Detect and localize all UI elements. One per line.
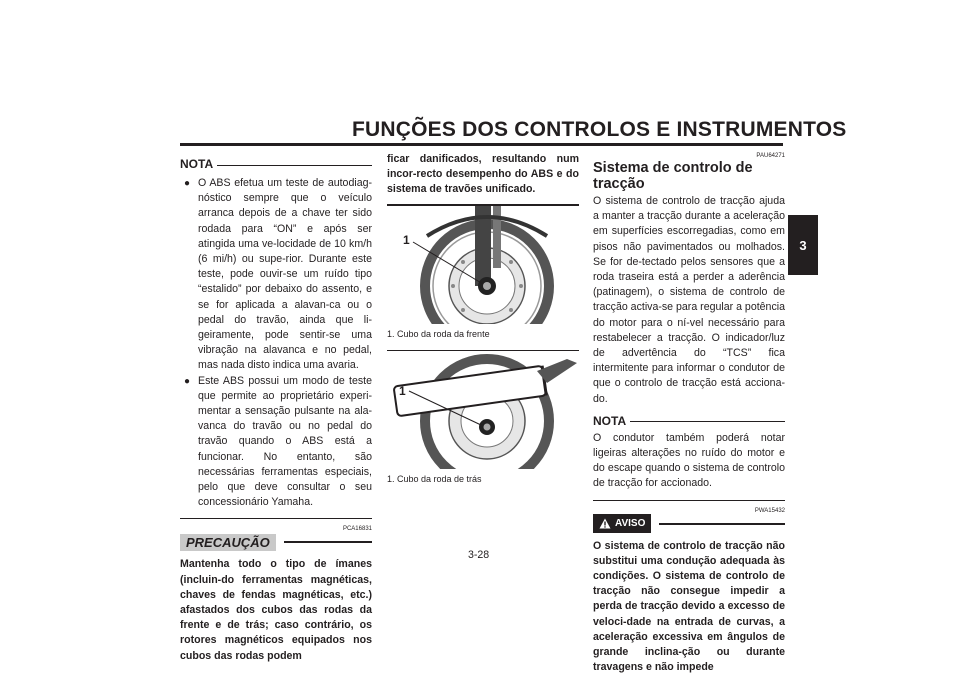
bullet-icon: ● xyxy=(184,178,191,189)
section-text: O sistema de controlo de tracção ajuda a manter a tracção durante a aceleração em superfícies escorregadias, como em pisos não pavimentados ou molhados. Se for de-tectado pelos sensores que a roda traseira está a perder a aderência (patinagem), o sistema de controlo de tracção activa-se para regular a potência do motor para o ní-vel necessário para restabelecer a tracção. O indicador/luz de advertência do “TCS” fica intermitente para informar o condutor de que o controlo de tracção está acciona-do. xyxy=(593,195,785,405)
nota-text: O condutor também poderá notar ligeiras alterações no ruído do motor e do escape quando o sistema de controlo de tracção for accionado. xyxy=(593,431,785,490)
rear-hub-callout: 1 xyxy=(399,383,406,398)
nota-bullet-list xyxy=(180,176,372,510)
section-title: Sistema de controlo de tracção xyxy=(593,160,753,192)
bullet-text: Este ABS possui um modo de teste que permite ao proprietário experi-mentar a sensação pulsante na ala-vanca do travão ou no pedal do travão quando o ABS está a funcionar. No entanto, são necessárias ferramentas especiais, pelo que deve consultar o seu concessionário Yamaha. xyxy=(198,374,372,509)
nota-label: NOTA xyxy=(180,157,214,172)
caution-rule xyxy=(284,541,372,543)
warning-badge xyxy=(593,514,651,533)
nota-rule xyxy=(217,165,372,166)
warning-text: O sistema de controlo de tracção não substitui uma condução adequada às condições. O sistema de controlo de tracção não consegue impedir a perda de tracção devido a excesso de veloci-dade na entrada de curvas, a aceleração excessiva em ângulos de grande inclina-ção ou durante travagens e não impede xyxy=(593,539,785,674)
nota-heading xyxy=(593,413,785,431)
bullet-icon: ● xyxy=(184,375,191,387)
section-code: PAU64271 xyxy=(756,153,785,159)
warning-code: PWA15432 xyxy=(754,507,785,514)
nota-label: NOTA xyxy=(593,414,627,429)
front-wheel-caption: 1. Cubo da roda da frente xyxy=(387,328,490,339)
warning-triangle-icon xyxy=(599,518,611,529)
header-rule xyxy=(180,143,783,146)
front-wheel-hub-figure xyxy=(387,206,579,324)
page-number: 3-28 xyxy=(468,549,490,561)
column-1 xyxy=(180,152,372,664)
caution-code: PCA16831 xyxy=(342,526,372,533)
nota-end-rule xyxy=(180,518,372,519)
warning-rule xyxy=(659,523,785,525)
bullet-text: O ABS efetua um teste de autodiag-nóstico sempre que o veículo arranca depois de a chave ter sido rodada para “ON” e após ser atingida uma ve-locidade de 10 km/h (6 mi/h) ou supe-rior. Durante este teste, pode ouvir-se um ruído tipo “estalido” por debaixo do assento, e se for aplicada a alavan-ca ou o pedal do travão, ainda que li-geiramente, pode sentir-se uma vibração na alavanca e no pedal, mas nada disto indica uma avaria. xyxy=(198,177,372,372)
list-item xyxy=(180,374,372,511)
front-hub-callout: 1 xyxy=(403,232,410,247)
nota-end-rule xyxy=(593,500,785,501)
column-2 xyxy=(387,152,579,485)
warning-heading xyxy=(593,515,785,533)
list-item xyxy=(180,176,372,374)
continued-caution-text: ficar danificados, resultando num incor-recto desempenho do ABS e do sistema de travões unificado. xyxy=(387,153,579,196)
chapter-tab: 3 xyxy=(788,215,818,275)
caution-text: Mantenha todo o tipo de ímanes (incluin-do ferramentas magnéticas, chaves de fendas magnéticas, etc.) afastados dos cubos das rodas da frente e de trás; caso contrário, os rotores magnéticos equipados nos cubos das rodas podem xyxy=(180,558,372,662)
page-header-title: FUNÇÕES DOS CONTROLOS E INSTRUMENTOS xyxy=(352,118,847,141)
column-3 xyxy=(593,152,785,675)
nota-heading xyxy=(180,156,372,174)
rear-wheel-caption: 1. Cubo da roda de trás xyxy=(387,473,482,484)
caution-label: PRECAUÇÃO xyxy=(180,534,276,551)
nota-rule xyxy=(630,421,785,422)
warning-label: AVISO xyxy=(615,518,646,530)
caution-heading xyxy=(180,533,372,551)
rear-wheel-hub-figure xyxy=(387,351,579,469)
